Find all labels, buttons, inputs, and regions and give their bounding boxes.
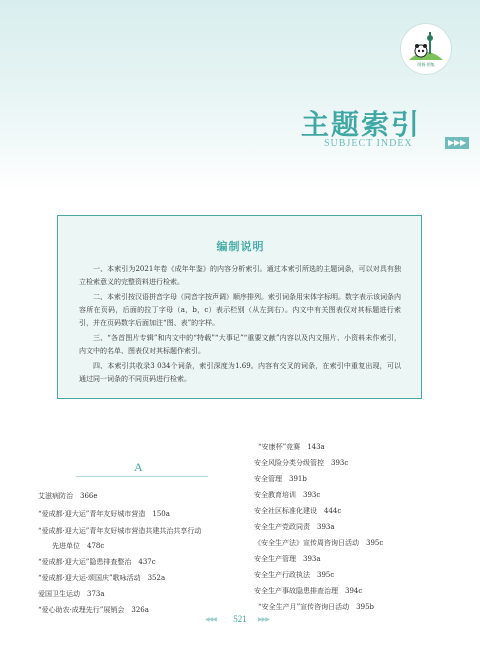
- index-entry: 安全教育培训 393c: [254, 491, 321, 499]
- index-entry: 艾滋病防治 366e: [38, 492, 98, 500]
- index-entry: 安全社区标准化建设 444c: [254, 507, 342, 515]
- index-entry: “爱成都·迎大运·颂国庆”歌咏活动 352a: [38, 574, 166, 582]
- intro-paragraph-2: 二、本索引按汉语拼音字母（同音字按声调）顺序排列。索引词条用宋体字标明。数字表示该词条内容所在页码，后面的拉丁字母（a，b，c）表示栏别（从左到右）。内文中有关图表仅对其标题进行索引，并在页码数字后面加注“图、表”的字样。: [79, 293, 401, 327]
- intro-box: [57, 215, 422, 399]
- intro-title: 编制说明: [216, 240, 265, 253]
- index-entry: “爱心助农·成理先行”展销会 326a: [38, 606, 149, 614]
- section-divider: [76, 476, 208, 477]
- index-entry: “爱成都·迎大运”青年友好城市营造 150a: [38, 510, 170, 518]
- index-entry: “安全生产月”宣传咨询日活动 395b: [258, 603, 374, 611]
- page-footer: [0, 614, 480, 626]
- arrows-icon: ▶ ▶ ▶: [445, 137, 469, 149]
- index-entry: 《安全生产法》宣传周咨询日活动 395c: [254, 539, 384, 547]
- section-letter: A: [134, 460, 143, 474]
- page-number: 521: [233, 614, 247, 624]
- index-entry: 安全生产管理 393a: [254, 555, 321, 563]
- index-entry: 安全管理 391b: [254, 475, 307, 483]
- page-title: 主题索引: [301, 108, 422, 141]
- decorative-chevrons-icon: ◀◀◀: [205, 616, 216, 623]
- index-entry: 安全风险分类分级管控 393c: [254, 459, 349, 467]
- intro-paragraph-4: 四、本索引共收录3 034个词条，索引深度为1.69。内容有交叉的词条，在索引中重复出现，可以通过同一词条的不同页码进行检索。: [79, 362, 401, 383]
- intro-paragraph-1: 一、本索引为2021年卷《成年年鉴》的内容分析索引。通过本索引所选的主题词条，可以对具有独立检索意义的完整资料进行检索。: [79, 265, 401, 286]
- index-entry: 安全生产事故隐患排查治理 394c: [254, 587, 363, 595]
- index-entry: 安全生产行政执法 395c: [254, 571, 335, 579]
- page-subtitle: SUBJECT INDEX: [324, 138, 413, 149]
- intro-paragraph-3: 三、“各首图片专辑”和内文中的“特载”“大事记”“重要文献”内容以及内文照片、小资料未作索引，内文中的名单、图表仅对其标题作索引。: [79, 334, 401, 355]
- index-entry: 安全生产党政同责 393a: [254, 523, 335, 531]
- index-entry: 爱国卫生运动 373a: [38, 590, 105, 598]
- index-entry: “爱成都·迎大运”隐患排查整治 437c: [38, 558, 156, 566]
- decorative-chevrons-icon: ▶▶▶: [258, 616, 269, 623]
- yearbook-logo: [401, 24, 451, 74]
- index-entry: “爱成都·迎大运”青年友好城市营造共建共治共享行动: [38, 527, 202, 535]
- logo-caption: 图载·图集: [417, 62, 435, 67]
- index-entry: “安康杯”竞赛 143a: [258, 443, 325, 451]
- index-entry: 先进单位 478c: [52, 542, 105, 550]
